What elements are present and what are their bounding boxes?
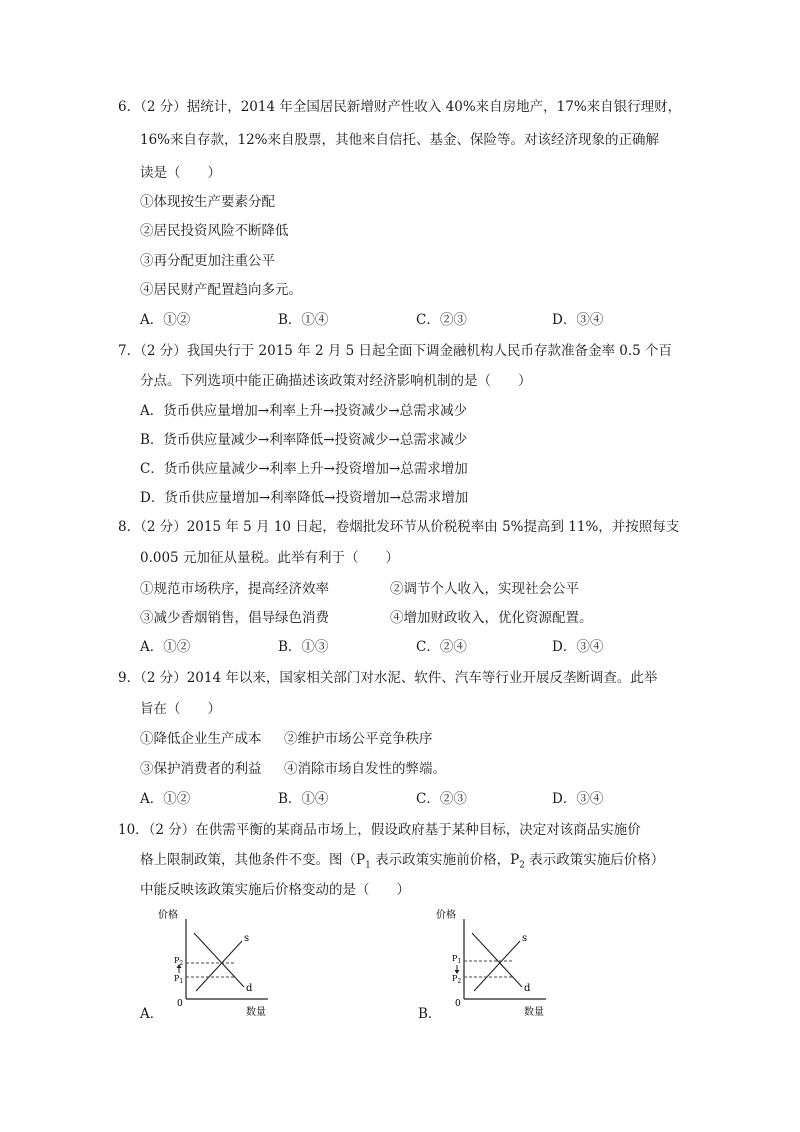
q10-line-2-text: 格上限制政策，其他条件不变。图（P xyxy=(140,852,366,868)
q6-item-4: ④居民财产配置趋向多元。 xyxy=(140,282,302,298)
q7-option-a: A．货币供应量增加→利率上升→投资减少→总需求减少 xyxy=(140,403,468,419)
graph-a-p-bottom-letter: P xyxy=(174,974,180,983)
q8-item-2: ②调节个人收入，实现社会公平 xyxy=(390,581,579,597)
q6-option-c: C．②③ xyxy=(416,312,467,328)
q8-option-a: A．①② xyxy=(140,639,191,655)
graph-a-xlabel: 数量 xyxy=(246,1007,266,1018)
q6-option-d: D．③④ xyxy=(552,312,604,328)
graph-a-s-label: s xyxy=(244,933,250,944)
q9-option-b: B．①④ xyxy=(278,791,329,807)
q10-line-2-mid: 表示政策实施前价格，P xyxy=(370,852,520,868)
q9-line-1: 9．（2 分）2014 年以来，国家相关部门对水泥、软件、汽车等行业开展反垄断调查。此举 xyxy=(118,670,658,686)
q9-option-d: D．③④ xyxy=(552,791,604,807)
q6-item-3: ③再分配更加注重公平 xyxy=(140,253,275,269)
q8-item-4: ④增加财政收入，优化资源配置。 xyxy=(390,610,593,626)
q6-option-b: B．①④ xyxy=(278,312,329,328)
graph-b-s-label: s xyxy=(522,933,528,944)
graph-a-ylabel: 价格 xyxy=(158,910,178,921)
q9-item-2: ②维护市场公平竞争秩序 xyxy=(284,731,433,747)
graph-a-demand-line xyxy=(194,933,244,987)
graph-b-p-top xyxy=(452,954,461,965)
q9-item-1: ①降低企业生产成本 xyxy=(140,731,262,747)
graph-b-p-bottom-sub: 2 xyxy=(457,978,462,985)
q9-option-a: A．①② xyxy=(140,791,191,807)
q8-option-b: B．①③ xyxy=(278,639,329,655)
q10-line-2 xyxy=(140,851,664,875)
q8-line-1: 8．（2 分）2015 年 5 月 10 日起，卷烟批发环节从价税税率由 5%提高到 11%，并按照每支 xyxy=(118,519,680,535)
graph-b-p-bottom-letter: P xyxy=(452,974,458,983)
graph-a-origin: 0 xyxy=(177,999,183,1009)
q10-line-1: 10．（2 分）在供需平衡的某商品市场上，假设政府基于某种目标，决定对该商品实施价 xyxy=(118,822,641,838)
q10-line-3: 中能反映该政策实施后价格变动的是（ ） xyxy=(140,882,410,898)
q7-line-2: 分点。下列选项中能正确描述该政策对经济影响机制的是（ ） xyxy=(140,373,532,389)
q7-option-d: D．货币供应量增加→利率降低→投资增加→总需求增加 xyxy=(140,490,469,506)
q9-item-4: ④消除市场自发性的弊端。 xyxy=(284,761,446,777)
graph-a-p-bottom xyxy=(174,974,183,985)
q8-item-1: ①规范市场秩序，提高经济效率 xyxy=(140,581,329,597)
q6-item-2: ②居民投资风险不断降低 xyxy=(140,223,289,239)
q10-sub-1: 1 xyxy=(365,860,371,871)
q7-line-1: 7．（2 分）我国央行于 2015 年 2 月 5 日起全面下调金融机构人民币存款准备金率 0.5 个百 xyxy=(118,343,673,359)
graph-b-demand-line xyxy=(472,933,522,987)
graph-b-supply-line xyxy=(474,941,520,991)
graph-b-ylabel: 价格 xyxy=(436,910,456,921)
graph-b-option-label: B． xyxy=(418,1006,442,1022)
graph-b-origin: 0 xyxy=(455,999,461,1009)
q6-option-a: A．①② xyxy=(140,312,191,328)
q8-item-3: ③减少香烟销售，倡导绿色消费 xyxy=(140,610,329,626)
graph-b-xlabel: 数量 xyxy=(524,1007,544,1018)
q9-line-2: 旨在（ ） xyxy=(140,701,221,717)
graph-a-p-top-sub: 2 xyxy=(179,960,184,967)
graph-b-p-top-letter: P xyxy=(452,954,458,963)
q9-item-3: ③保护消费者的利益 xyxy=(140,761,262,777)
q8-option-c: C．②④ xyxy=(416,639,467,655)
q10-sub-2: 2 xyxy=(519,860,525,871)
q9-option-c: C．②③ xyxy=(416,791,467,807)
graph-a-option-label: A． xyxy=(140,1006,164,1022)
graph-a-p-top-letter: P xyxy=(174,956,180,965)
graph-b-p-bottom xyxy=(452,974,461,985)
graph-a-supply-line xyxy=(196,941,242,991)
q8-option-d: D．③④ xyxy=(552,639,604,655)
q6-line-2: 16%来自存款，12%来自股票，其他来自信托、基金、保险等。对该经济现象的正确解 xyxy=(140,132,660,148)
q6-item-1: ①体现按生产要素分配 xyxy=(140,194,275,210)
graph-b-p-top-sub: 1 xyxy=(457,958,462,965)
graph-a-p-top xyxy=(174,956,183,967)
q10-line-2-end: 表示政策实施后价格） xyxy=(524,852,665,868)
graph-a-p-bottom-sub: 1 xyxy=(179,978,184,985)
q6-line-3: 读是（ ） xyxy=(140,165,221,181)
q6-line-1: 6．（2 分）据统计，2014 年全国居民新增财产性收入 40%来自房地产，17%来自银行理财， xyxy=(118,99,682,115)
q8-line-2: 0.005 元加征从量税。此举有利于（ ） xyxy=(140,550,399,566)
q7-option-b: B．货币供应量减少→利率降低→投资减少→总需求减少 xyxy=(140,432,468,448)
graph-a-d-label: d xyxy=(246,983,253,994)
graph-b-d-label: d xyxy=(524,983,531,994)
q7-option-c: C．货币供应量减少→利率上升→投资增加→总需求增加 xyxy=(140,461,468,477)
